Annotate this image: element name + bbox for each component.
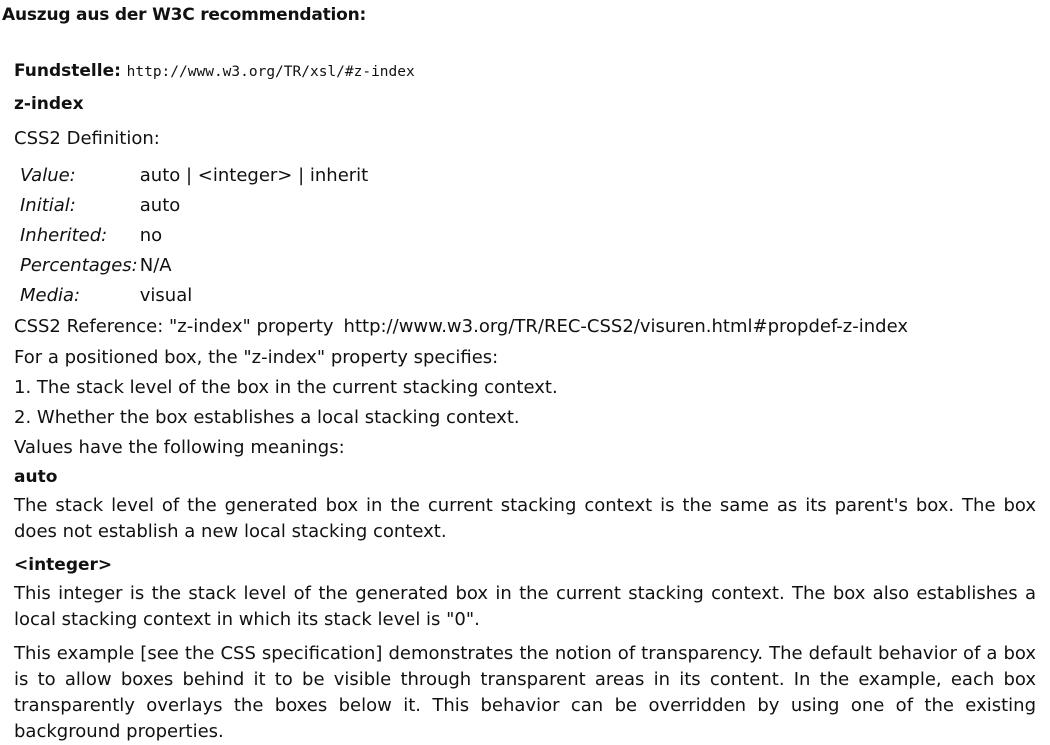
example-paragraph: This example [see the CSS specification] demonstrates the notion of transparency. The default behavior of a box is to allow boxes behind it to be visible through transparent areas in its content. In the example, each box transparently overlays the boxes below it. This behavior can be overridden by using one of the existing background properties. <box>14 643 1036 742</box>
point-item: 1. The stack level of the box in the current stacking context. <box>14 377 558 398</box>
definition-label: Initial: <box>20 194 76 216</box>
css2-reference-url: http://www.w3.org/TR/REC-CSS2/visuren.html#propdef-z-index <box>343 316 908 337</box>
definition-row-value <box>19 160 369 190</box>
definition-value: N/A <box>139 254 172 276</box>
definition-label: Inherited: <box>20 224 108 246</box>
css2-definition-label: CSS2 Definition: <box>14 128 160 149</box>
css2-reference <box>14 316 908 337</box>
auto-term: auto <box>14 467 58 487</box>
definition-table <box>19 160 369 310</box>
intro-text: For a positioned box, the "z-index" property specifies: <box>14 347 499 368</box>
property-name: z-index <box>14 94 84 114</box>
definition-value: auto <box>139 194 181 216</box>
fundstelle-url: http://www.w3.org/TR/xsl/#z-index <box>126 64 415 80</box>
page-heading: Auszug aus der W3C recommendation: <box>2 5 367 25</box>
fundstelle-label: Fundstelle: <box>14 61 121 81</box>
definition-row-percentages <box>19 250 369 280</box>
definition-row-initial <box>19 190 369 220</box>
css2-reference-label: CSS2 Reference: "z-index" property <box>14 316 334 337</box>
definition-value: visual <box>139 284 193 306</box>
integer-description: This integer is the stack level of the generated box in the current stacking context. The box also establishes a local stacking context in which its stack level is "0". <box>14 583 1036 630</box>
definition-label: Media: <box>20 284 81 306</box>
values-intro: Values have the following meanings: <box>14 437 345 458</box>
definition-value: no <box>139 224 163 246</box>
definition-row-inherited <box>19 220 369 250</box>
fundstelle <box>14 60 415 81</box>
auto-description: The stack level of the generated box in the current stacking context is the same as its parent's box. The box does not establish a new local stacking context. <box>14 495 1036 542</box>
integer-term: <integer> <box>14 555 113 575</box>
point-item: 2. Whether the box establishes a local stacking context. <box>14 407 520 428</box>
definition-label: Percentages: <box>20 254 138 276</box>
definition-value: auto | <integer> | inherit <box>139 164 369 186</box>
definition-row-media <box>19 280 369 310</box>
definition-label: Value: <box>20 164 76 186</box>
